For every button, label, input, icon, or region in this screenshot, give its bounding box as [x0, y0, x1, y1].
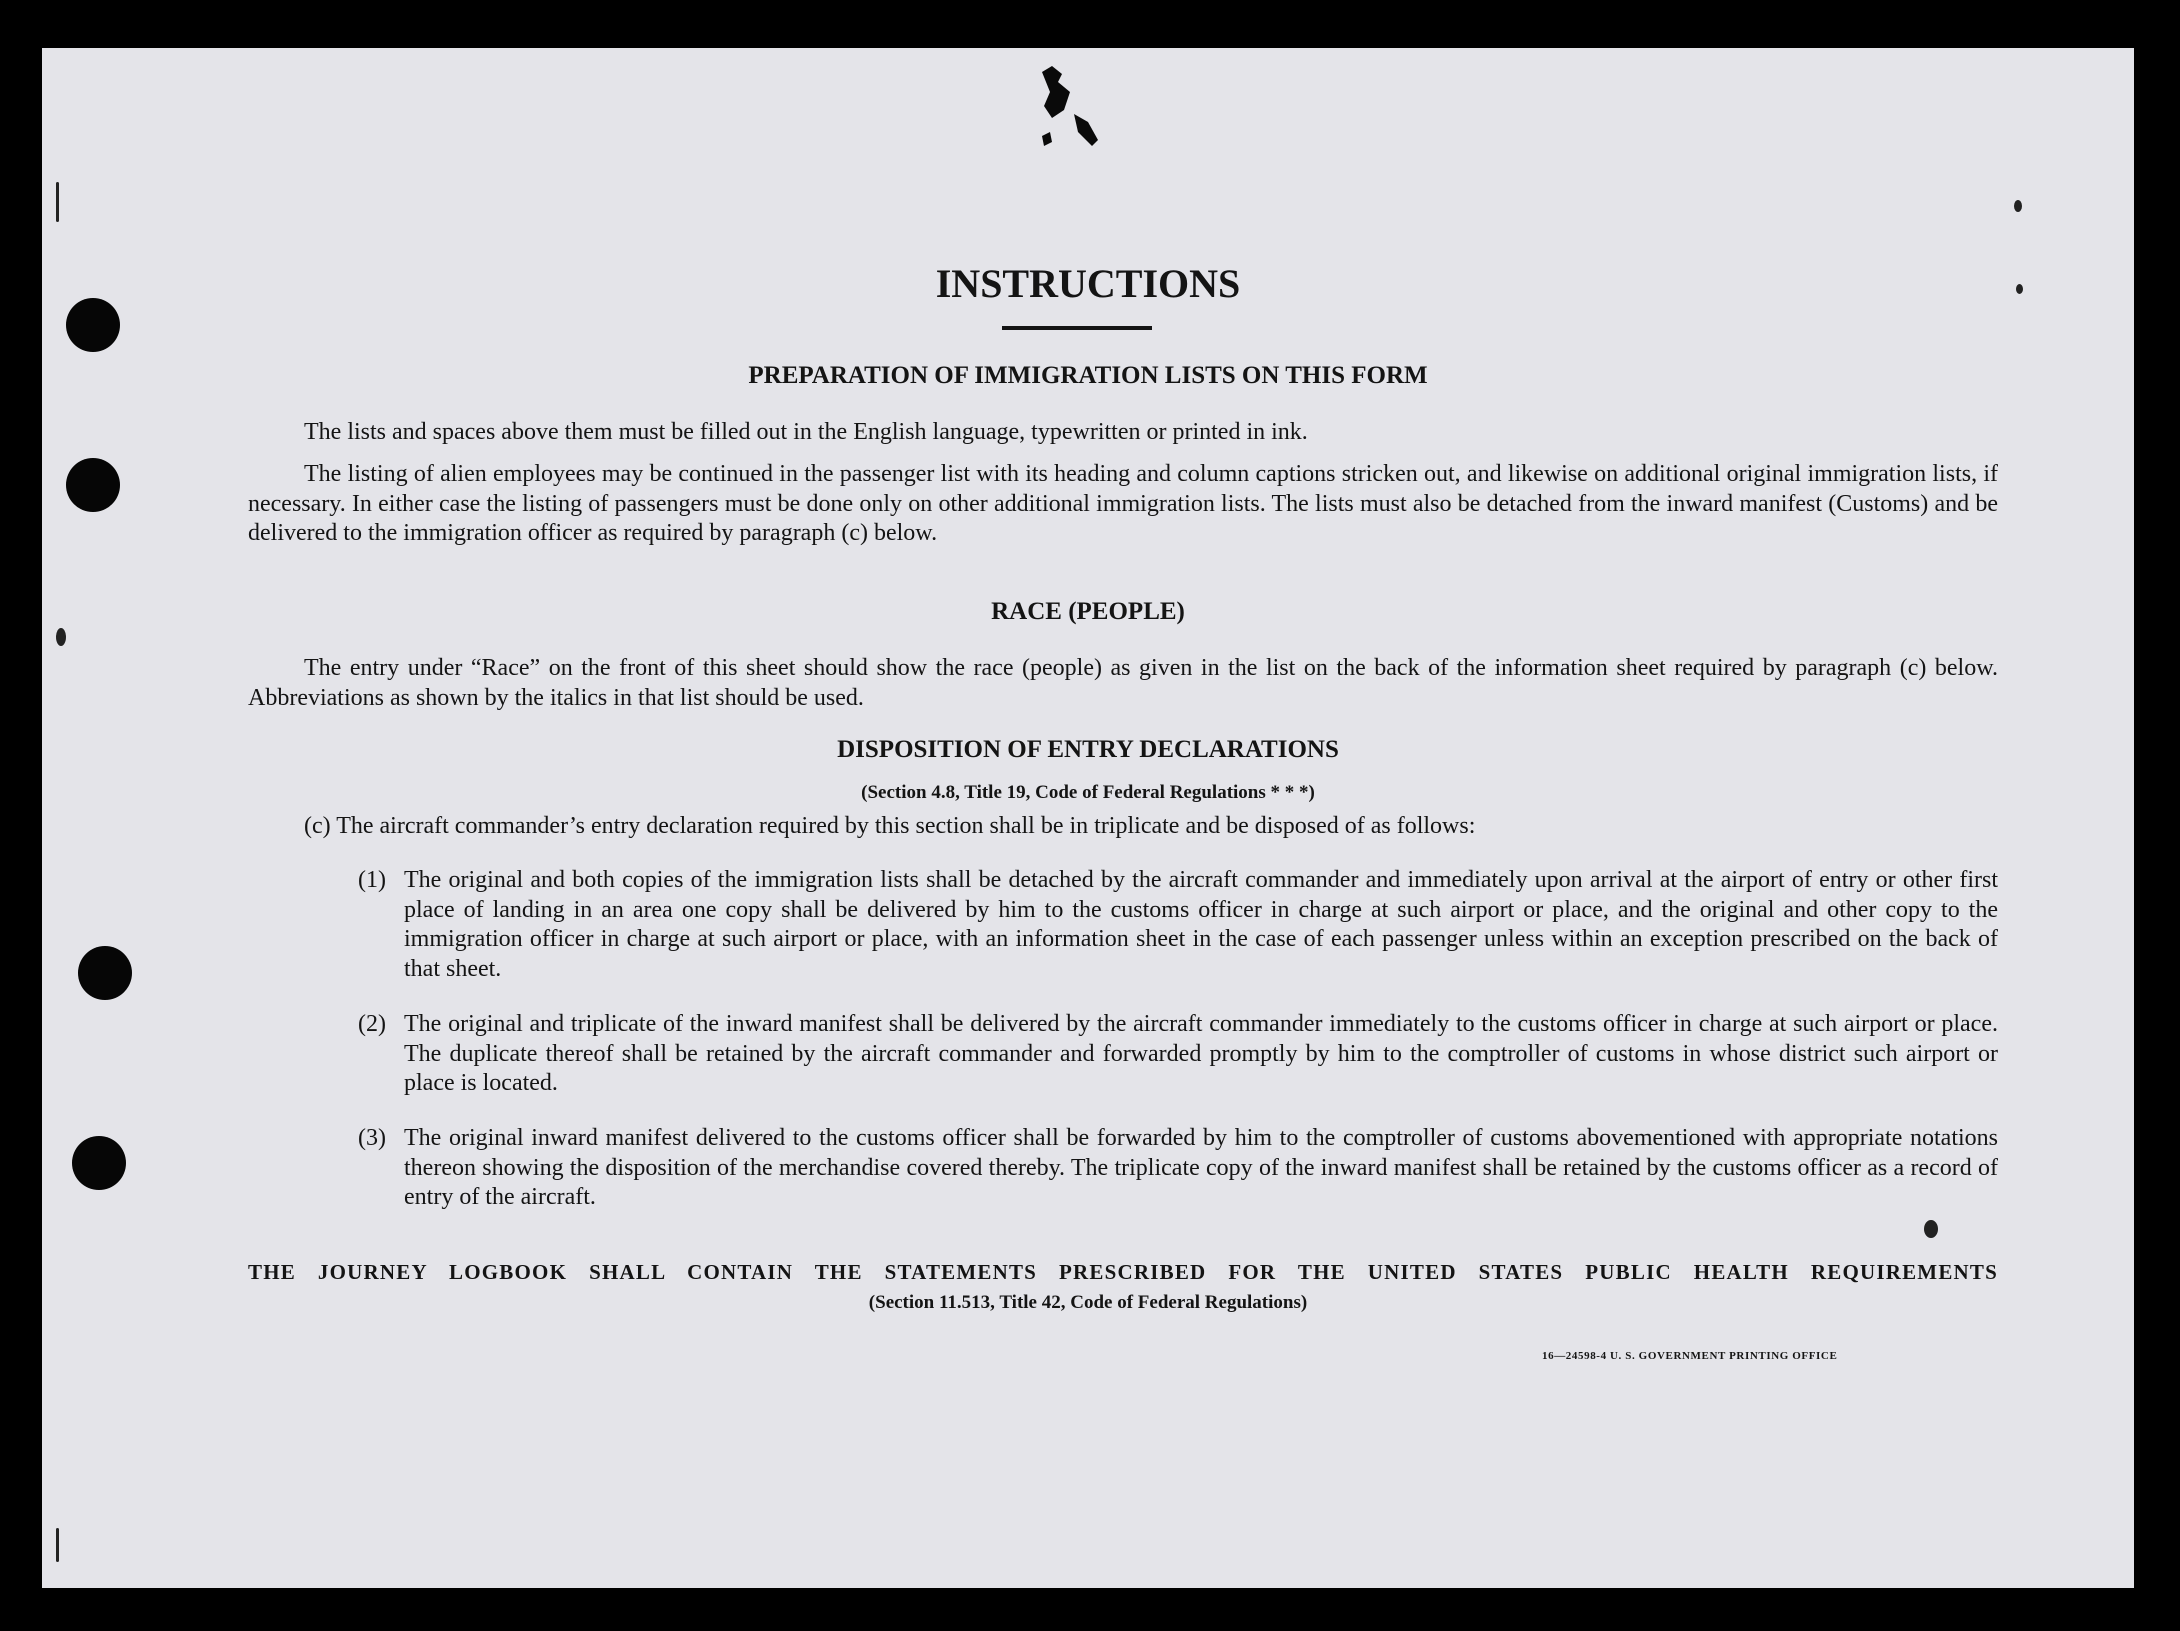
printing-office-mark: 16—24598-4 U. S. GOVERNMENT PRINTING OFFICE — [1542, 1350, 1838, 1362]
punch-hole-3 — [78, 946, 132, 1000]
disposition-item-1 — [358, 866, 1998, 984]
public-health-citation: (Section 11.513, Title 42, Code of Federal Regulations) — [868, 1292, 1308, 1313]
page-title: INSTRUCTIONS — [935, 261, 1241, 306]
disposition-item-3 — [358, 1124, 1998, 1213]
item-number: (2) — [358, 1011, 386, 1037]
item-text: The original and triplicate of the inward manifest shall be delivered by the aircraft commander immediately to the customs officer in charge at such airport or place. The duplicate thereof shall be retained by the aircraft commander and forwarded promptly by him to the comptroller of customs in whose district such airport or place is located. — [404, 1011, 1998, 1096]
disposition-heading: DISPOSITION OF ENTRY DECLARATIONS — [837, 736, 1339, 763]
punch-hole-4 — [72, 1136, 126, 1190]
title-underline — [1002, 326, 1152, 330]
disposition-intro: (c) The aircraft commander’s entry declaration required by this section shall be in triplicate and be disposed of as follows: — [304, 813, 1476, 839]
item-number: (1) — [358, 867, 386, 893]
disposition-citation: (Section 4.8, Title 19, Code of Federal Regulations * * *) — [861, 782, 1315, 803]
disposition-item-2 — [358, 1010, 1998, 1099]
race-heading: RACE (PEOPLE) — [991, 598, 1185, 625]
document-page — [42, 48, 2134, 1588]
item-number: (3) — [358, 1125, 386, 1151]
punch-hole-2 — [66, 458, 120, 512]
preparation-paragraph-1: The lists and spaces above them must be filled out in the English language, typewritten or printed in ink. — [304, 419, 1308, 445]
staple-mark-icon — [1022, 62, 1112, 172]
item-text: The original inward manifest delivered to the customs officer shall be forwarded by him to the comptroller of customs abovementioned with appropriate notations thereon showing the disposition of the merchandise covered thereby. The triplicate copy of the inward manifest shall be retained by the customs officer as a record of entry of the aircraft. — [404, 1125, 1998, 1210]
preparation-heading: PREPARATION OF IMMIGRATION LISTS ON THIS FORM — [748, 362, 1428, 389]
race-paragraph: The entry under “Race” on the front of this sheet should show the race (people) as given in the list on the back of the information sheet required by paragraph (c) below. Abbreviations as shown by the italics in that list should be used. — [248, 655, 1998, 711]
preparation-paragraph-2: The listing of alien employees may be continued in the passenger list with its heading and column captions stricken out, and likewise on additional original immigration lists, if necessary. In either case the listing of passengers must be done only on other additional immigration lists. The lists must also be detached from the inward manifest (Customs) and be delivered to the immigration officer as required by paragraph (c) below. — [248, 461, 1998, 546]
public-health-statement: THE JOURNEY LOGBOOK SHALL CONTAIN THE STATEMENTS PRESCRIBED FOR THE UNITED STATES PUBLIC HEALTH REQUIREMENTS — [248, 1260, 1998, 1284]
item-text: The original and both copies of the immigration lists shall be detached by the aircraft commander and immediately upon arrival at the airport of entry or other first place of landing in an area one copy shall be delivered by him to the customs officer in charge at such airport or place, and the original and other copy to the immigration officer in charge at such airport or place, with an information sheet in the case of each passenger unless within an exception prescribed on the back of that sheet. — [404, 867, 1998, 982]
